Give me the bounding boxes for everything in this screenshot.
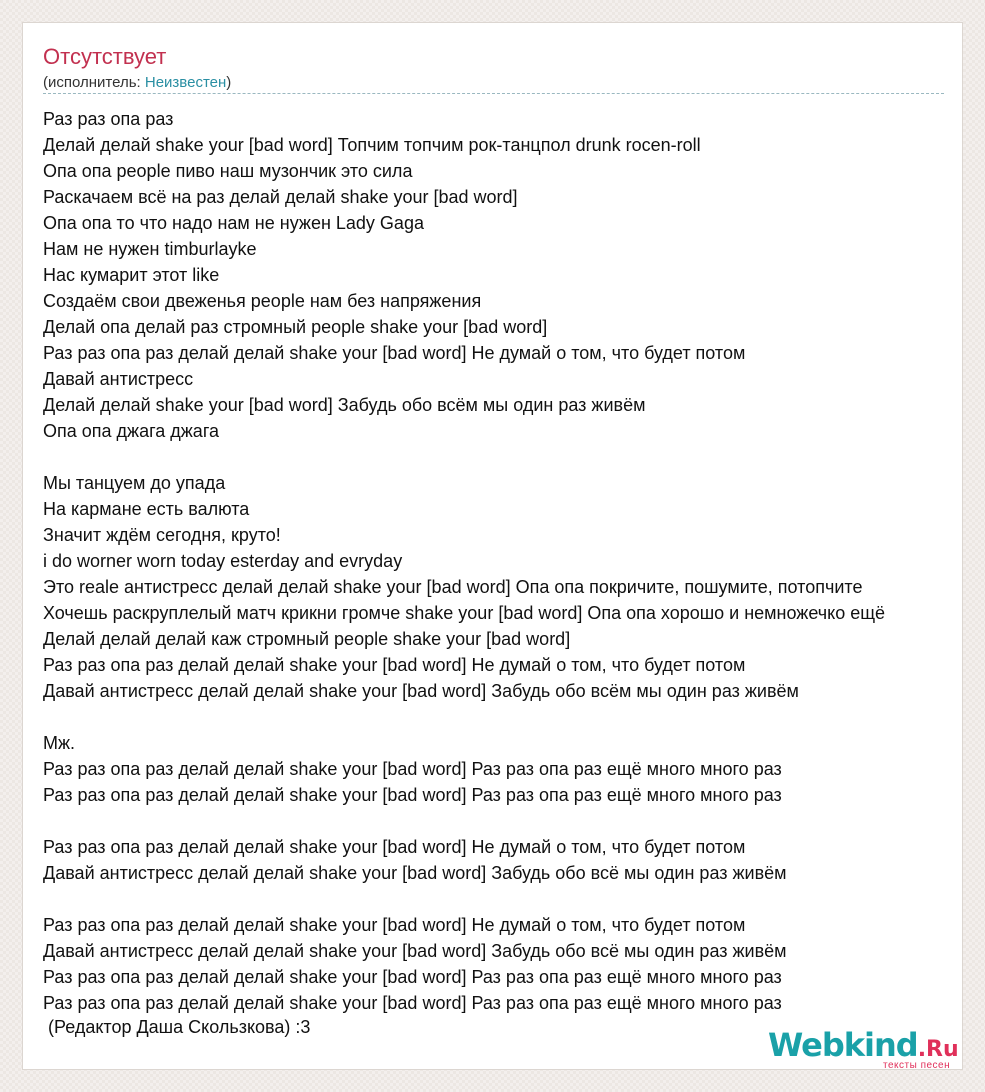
lyric-line: i do worner worn today esterday and evryday: [43, 551, 403, 571]
lyric-line: Давай антистресс делай делай shake your [bad word] Забудь обо всём мы один раз живём: [43, 681, 799, 701]
lyric-line: Это reale антистресс делай делай shake your [bad word] Опа опа покричите, пошумите, потопчите: [43, 577, 863, 597]
lyric-line: Нам не нужен timburlayke: [43, 239, 257, 259]
lyric-line: Нас кумарит этот like: [43, 265, 220, 285]
lyric-line: Делай делай shake your [bad word] Забудь обо всём мы один раз живём: [43, 395, 646, 415]
lyric-line: Раз раз опа раз делай делай shake your [bad word] Раз раз опа раз ещё много много раз: [43, 993, 782, 1013]
lyric-line: Значит ждём сегодня, круто!: [43, 525, 281, 545]
lyric-line: Опа опа джага джага: [43, 421, 220, 441]
lyric-line: Делай делай shake your [bad word] Топчим топчим рок-танцпол drunk rocen-roll: [43, 135, 701, 155]
editor-note: (Редактор Даша Скользкова) :3: [48, 1017, 311, 1037]
lyric-line: [43, 444, 885, 470]
lyric-line: Создаём свои двеженья people нам без напряжения: [43, 291, 482, 311]
lyric-line: Хочешь раскруплелый матч крикни громче shake your [bad word] Опа опа хорошо и немножечко ещё: [43, 603, 886, 623]
lyric-line: Делай опа делай раз стромный people shake your [bad word]: [43, 317, 548, 337]
lyric-line: Мж.: [43, 733, 76, 753]
lyric-line: Раз раз опа раз: [43, 109, 174, 129]
lyric-line: Раз раз опа раз делай делай shake your [bad word] Раз раз опа раз ещё много много раз: [43, 759, 782, 779]
song-title: Отсутствует: [43, 44, 167, 69]
lyric-line: На кармане есть валюта: [43, 499, 250, 519]
lyric-line: [43, 886, 885, 912]
lyric-line: Опа опа people пиво наш музончик это сила: [43, 161, 413, 181]
lyric-line: Делай делай делай каж стромный people shake your [bad word]: [43, 629, 571, 649]
lyric-line: Давай антистресс делай делай shake your [bad word] Забудь обо всё мы один раз живём: [43, 941, 787, 961]
lyric-line: Раз раз опа раз делай делай shake your [bad word] Не думай о том, что будет потом: [43, 343, 746, 363]
lyric-line: Давай антистресс: [43, 369, 194, 389]
webkind-logo[interactable]: [768, 1026, 959, 1070]
logo-tagline: тексты песен: [883, 1060, 951, 1070]
lyric-line: Опа опа то что надо нам не нужен Lady Gaga: [43, 213, 424, 233]
header-divider: [43, 93, 944, 94]
artist-line: [43, 74, 231, 92]
artist-prefix: (исполнитель:: [43, 74, 145, 91]
lyric-line: [43, 808, 885, 834]
lyric-line: Раз раз опа раз делай делай shake your [bad word] Не думай о том, что будет потом: [43, 655, 746, 675]
artist-link[interactable]: Неизвестен: [144, 74, 227, 91]
logo-domain: .Ru: [917, 1037, 959, 1062]
lyric-line: Мы танцуем до упада: [43, 473, 226, 493]
lyrics-text: [43, 106, 885, 1016]
artist-suffix: ): [226, 74, 232, 91]
lyric-line: Раз раз опа раз делай делай shake your [bad word] Раз раз опа раз ещё много много раз: [43, 785, 782, 805]
lyric-line: Раскачаем всё на раз делай делай shake your [bad word]: [43, 187, 518, 207]
lyric-line: Раз раз опа раз делай делай shake your [bad word] Не думай о том, что будет потом: [43, 837, 746, 857]
lyric-line: Давай антистресс делай делай shake your [bad word] Забудь обо всё мы один раз живём: [43, 863, 787, 883]
lyric-line: [43, 704, 885, 730]
logo-brand: Webkind: [768, 1026, 918, 1064]
lyric-line: Раз раз опа раз делай делай shake your [bad word] Раз раз опа раз ещё много много раз: [43, 967, 782, 987]
lyric-line: Раз раз опа раз делай делай shake your [bad word] Не думай о том, что будет потом: [43, 915, 746, 935]
lyrics-card: [22, 22, 963, 1070]
